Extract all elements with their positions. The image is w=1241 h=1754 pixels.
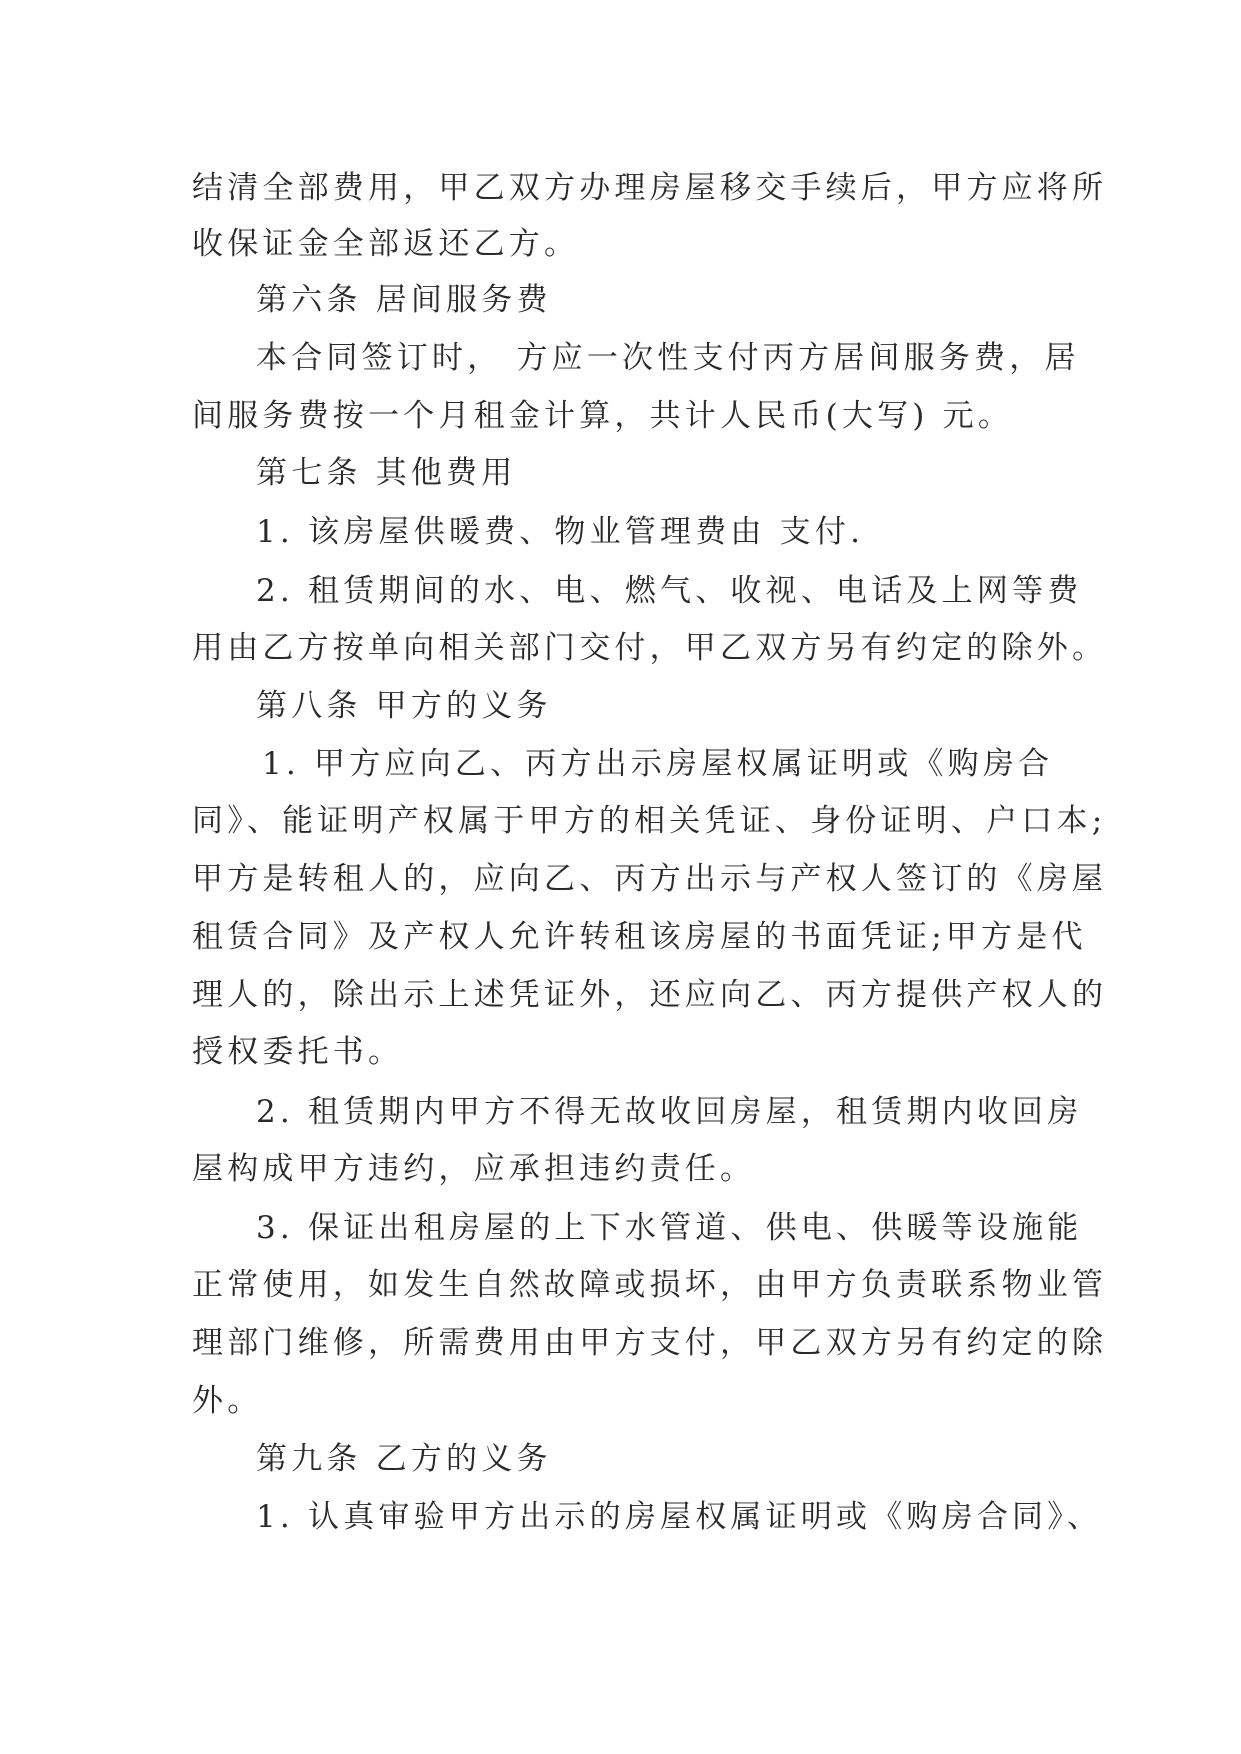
list-item: 1. 认真审验甲方出示的房屋权属证明或《购房合同》、	[256, 1499, 1103, 1535]
list-item: 2. 租赁期间的水、电、燃气、收视、电话及上网等费	[256, 573, 1083, 609]
text-line: 理人的，除出示上述凭证外，还应向乙、丙方提供产权人的	[192, 977, 1108, 1013]
text-line: 甲方是转租人的，应向乙、丙方出示与产权人签订的《房屋	[192, 861, 1108, 897]
text-line: 用由乙方按单向相关部门交付，甲乙双方另有约定的除外。	[192, 630, 1108, 666]
text-line: 租赁合同》及产权人允许转租该房屋的书面凭证;甲方是代	[192, 919, 1087, 955]
text-line: 理部门维修，所需费用由甲方支付，甲乙双方另有约定的除	[192, 1325, 1108, 1361]
list-item: 3. 保证出租房屋的上下水管道、供电、供暖等设施能	[256, 1210, 1083, 1246]
text-line: 正常使用，如发生自然故障或损坏，由甲方负责联系物业管	[192, 1267, 1108, 1303]
text-line: 同》、能证明产权属于甲方的相关凭证、身份证明、户口本;	[192, 803, 1107, 839]
text-line: 授权委托书。	[192, 1034, 404, 1070]
section-heading-9: 第九条 乙方的义务	[256, 1441, 552, 1477]
text-line: 间服务费按一个月租金计算，共计人民币(大写) 元。	[192, 398, 1014, 434]
list-item: 1. 该房屋供暖费、物业管理费由 支付.	[256, 514, 865, 550]
text-line: 屋构成甲方违约，应承担违约责任。	[192, 1151, 756, 1187]
section-heading-8: 第八条 甲方的义务	[256, 688, 552, 724]
section-heading-7: 第七条 其他费用	[256, 455, 517, 491]
text-line: 外。	[192, 1383, 263, 1419]
list-item: 1. 甲方应向乙、丙方出示房屋权属证明或《购房合	[262, 746, 1054, 782]
section-heading-6: 第六条 居间服务费	[256, 282, 552, 318]
text-line: 本合同签订时， 方应一次性支付丙方居间服务费，居	[256, 340, 1080, 376]
text-line: 收保证金全部返还乙方。	[192, 226, 580, 262]
list-item: 2. 租赁期内甲方不得无故收回房屋，租赁期内收回房	[256, 1094, 1083, 1130]
text-line: 结清全部费用，甲乙双方办理房屋移交手续后，甲方应将所	[192, 170, 1108, 206]
